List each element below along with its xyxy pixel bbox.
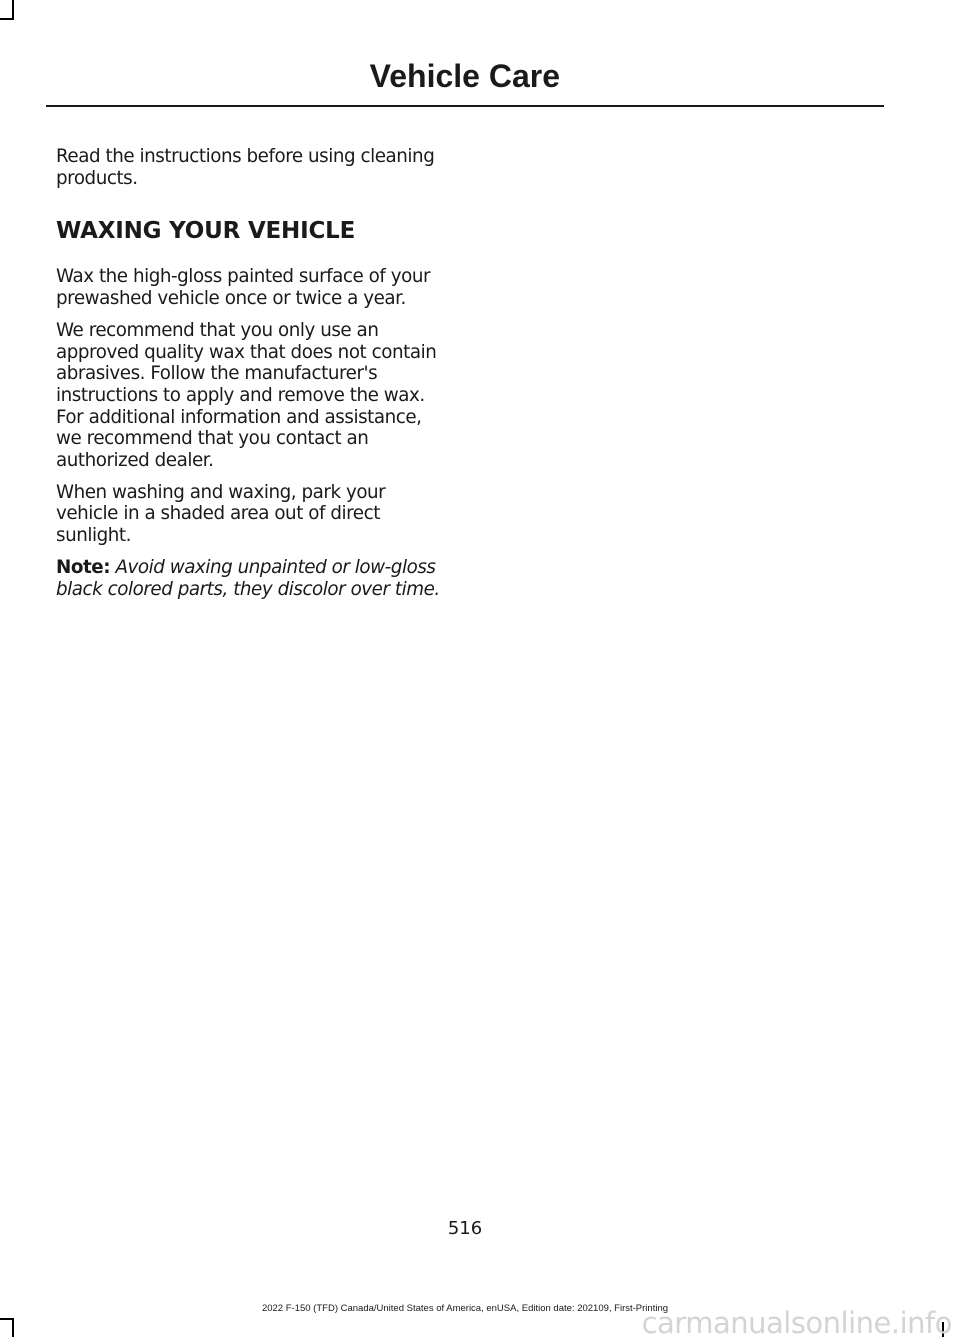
main-column — [56, 146, 451, 610]
paragraph-2: We recommend that you only use an approved quality wax that does not contain abrasives. Follow the manufacturer's instructions to apply and remove the wax. For additional information and assistance, we recommend that you contact an authorized dealer. — [56, 319, 437, 472]
edition-footer: 2022 F-150 (TFD) Canada/United States of America, enUSA, Edition date: 202109, First-Printing — [261, 1303, 669, 1314]
crop-mark-top-left-vertical — [12, 0, 14, 18]
crop-mark-top-left-horizontal — [0, 18, 14, 20]
note-paragraph — [56, 557, 451, 600]
note-text: Avoid waxing unpainted or low-gloss black colored parts, they discolor over time. — [56, 556, 440, 600]
section-heading: WAXING YOUR VEHICLE — [56, 218, 356, 245]
crop-mark-bottom-left-vertical — [12, 1318, 14, 1337]
page-number: 516 — [447, 1218, 483, 1239]
intro-paragraph: Read the instructions before using cleaning products. — [56, 146, 435, 189]
header-divider — [46, 105, 884, 107]
paragraph-3: When washing and waxing, park your vehicle in a shaded area out of direct sunlight. — [56, 481, 386, 547]
paragraph-1: Wax the high-gloss painted surface of your prewashed vehicle once or twice a year. — [56, 266, 431, 310]
watermark: carmanualsonline.info — [641, 1306, 952, 1340]
crop-mark-bottom-left-horizontal — [0, 1318, 14, 1320]
note-label: Note: — [56, 556, 111, 578]
page-header — [46, 58, 884, 95]
page-title: Vehicle Care — [369, 58, 560, 94]
